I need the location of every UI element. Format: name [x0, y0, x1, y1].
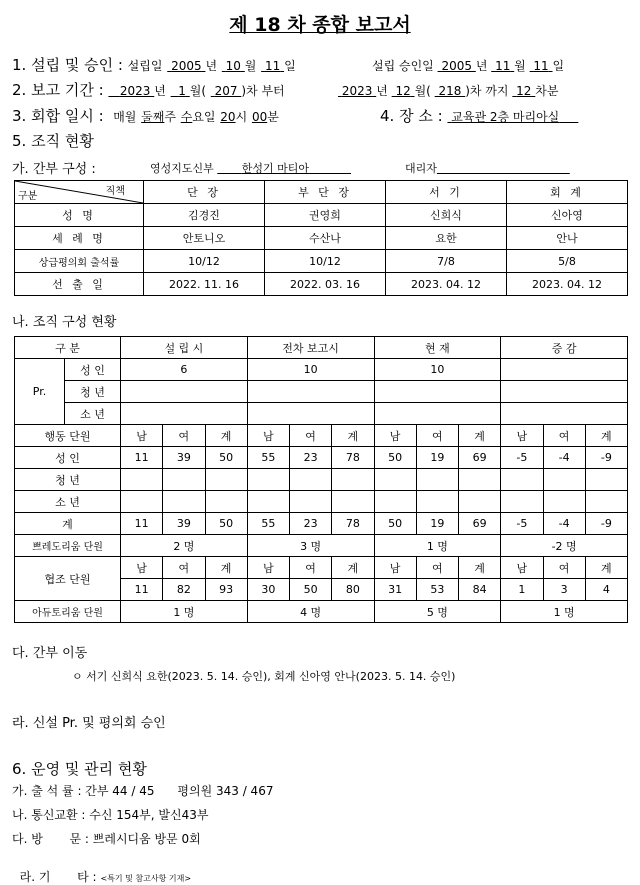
- value-cell: 11: [121, 513, 163, 535]
- section-3: 3. 회합 일시 : 매월 둘째주 수요일 20시 00분: [12, 107, 279, 125]
- value-cell: 23: [290, 447, 332, 469]
- role-head: 회 계: [507, 181, 628, 204]
- value-cell: 50: [290, 579, 332, 601]
- value-cell: 78: [332, 447, 374, 469]
- value-cell: [290, 469, 332, 491]
- table-row: 소 년: [15, 491, 628, 513]
- value-cell: 30: [247, 579, 289, 601]
- section-2: 2. 보고 기간 : 2023 년 1 월( 207 )차 부터: [12, 81, 285, 99]
- value-cell: [332, 469, 374, 491]
- value-cell: 78: [332, 513, 374, 535]
- value-cell: 69: [459, 447, 501, 469]
- section-5: 5. 조직 현황: [12, 132, 94, 150]
- value-cell: 19: [416, 513, 458, 535]
- value-cell: 39: [163, 513, 205, 535]
- value-cell: -9: [585, 513, 627, 535]
- value-cell: 11: [121, 447, 163, 469]
- value-cell: 53: [416, 579, 458, 601]
- value-cell: 69: [459, 513, 501, 535]
- value-cell: 19: [416, 447, 458, 469]
- value-cell: [585, 469, 627, 491]
- approval-date: 설립 승인일 2005 년 11 월 11 일: [372, 59, 565, 73]
- officer-change-heading: 다. 간부 이동: [12, 646, 88, 661]
- value-cell: [121, 469, 163, 491]
- value-cell: 23: [290, 513, 332, 535]
- role-head: 단 장: [144, 181, 265, 204]
- value-cell: [374, 491, 416, 513]
- value-cell: [163, 491, 205, 513]
- role-head: 부 단 장: [265, 181, 386, 204]
- period-end: 2023 년 12 월( 218 )차 까지 12 차분: [341, 84, 559, 98]
- proxy: 대리자: [405, 162, 437, 175]
- table-row: 상급평의회 출석률 10/12 10/12 7/8 5/8: [15, 250, 628, 273]
- value-cell: [543, 491, 585, 513]
- value-cell: [290, 491, 332, 513]
- value-cell: [247, 491, 289, 513]
- value-cell: 31: [374, 579, 416, 601]
- value-cell: 3: [543, 579, 585, 601]
- section-1: 1. 설립 및 승인 : 설립일 2005 년 10 월 11 일: [12, 56, 296, 74]
- value-cell: [205, 469, 247, 491]
- value-cell: -4: [543, 447, 585, 469]
- value-cell: [585, 491, 627, 513]
- org-table: 구 분 설 립 시 전차 보고시 현 재 증 감 Pr. 성 인 6 10 10 청 년 소 년 행동 단원 남 여 계 남 여 계 남 여 계 남 여 계 성 인 11 39 50 55 23 78 50 19 69 -5 -4 -9 청 년 소 년 계 11 39 50 55 23 78 50 19 69 -5 -4 -9 쁘레도리움 단원 2 명 3 명 1 명 -2 명 협조 단원 남 여 계 남 여 계 남 여 계 남 여 계 11 82 93 30 50 80 31 53 84 1 3 4 아듀토리움 단원 1 명 4 명 5 명 1 명: [14, 336, 628, 623]
- officer-composition: 가. 간부 구성 :: [12, 162, 96, 177]
- corner-cell: 직책 구분: [15, 181, 144, 204]
- value-cell: [416, 469, 458, 491]
- value-cell: 11: [121, 579, 163, 601]
- table-row: 선 출 일 2022. 11. 16 2022. 03. 16 2023. 04. 12 2023. 04. 12: [15, 273, 628, 296]
- value-cell: 55: [247, 513, 289, 535]
- org-status-heading: 나. 조직 구성 현황: [12, 315, 117, 330]
- value-cell: 82: [163, 579, 205, 601]
- value-cell: [543, 469, 585, 491]
- value-cell: -9: [585, 447, 627, 469]
- table-row: 청 년: [15, 469, 628, 491]
- new-pr-heading: 라. 신설 Pr. 및 평의회 승인: [12, 716, 166, 731]
- value-cell: [205, 491, 247, 513]
- value-cell: 55: [247, 447, 289, 469]
- value-cell: [416, 491, 458, 513]
- value-cell: [459, 469, 501, 491]
- value-cell: 4: [585, 579, 627, 601]
- value-cell: [163, 469, 205, 491]
- value-cell: 80: [332, 579, 374, 601]
- officer-table: [14, 180, 628, 296]
- value-cell: 39: [163, 447, 205, 469]
- value-cell: 50: [205, 513, 247, 535]
- value-cell: -4: [543, 513, 585, 535]
- value-cell: [501, 469, 543, 491]
- visits: 다. 방 문 : 쁘레시디움 방문 0회: [12, 832, 201, 846]
- table-row: 계 11 39 50 55 23 78 50 19 69 -5 -4 -9: [15, 513, 628, 535]
- value-cell: 50: [374, 513, 416, 535]
- value-cell: [374, 469, 416, 491]
- officer-change-item: ㅇ 서기 신희식 요한(2023. 5. 14. 승인), 회계 신아영 안나(2023. 5. 14. 승인): [72, 670, 456, 683]
- value-cell: 50: [374, 447, 416, 469]
- value-cell: [459, 491, 501, 513]
- value-cell: 84: [459, 579, 501, 601]
- page-title: 제 18 차 종합 보고서: [229, 14, 411, 36]
- value-cell: [501, 491, 543, 513]
- value-cell: 93: [205, 579, 247, 601]
- value-cell: 50: [205, 447, 247, 469]
- communication: 나. 통신교환 : 수신 154부, 발신43부: [12, 808, 209, 822]
- attendance: 가. 출 석 률 : 간부 44 / 45 평의원 343 / 467: [12, 784, 274, 798]
- table-row: 성 인 11 39 50 55 23 78 50 19 69 -5 -4 -9: [15, 447, 628, 469]
- section-6: 6. 운영 및 관리 현황: [12, 760, 147, 778]
- director: 영성지도신부 한성기 마티아: [150, 162, 310, 175]
- value-cell: -5: [501, 513, 543, 535]
- value-cell: [332, 491, 374, 513]
- section-4: 4. 장 소 : 교육관 2층 마리아실: [380, 107, 560, 125]
- value-cell: [121, 491, 163, 513]
- value-cell: -5: [501, 447, 543, 469]
- misc: 라. 기 타 : <특기 및 참고사항 기재>: [19, 870, 192, 884]
- value-cell: [247, 469, 289, 491]
- value-cell: 1: [501, 579, 543, 601]
- role-head: 서 기: [386, 181, 507, 204]
- table-row: 성 명 김경진 권영희 신희식 신아영: [15, 204, 628, 227]
- table-row: 세 례 명 안토니오 수산나 요한 안나: [15, 227, 628, 250]
